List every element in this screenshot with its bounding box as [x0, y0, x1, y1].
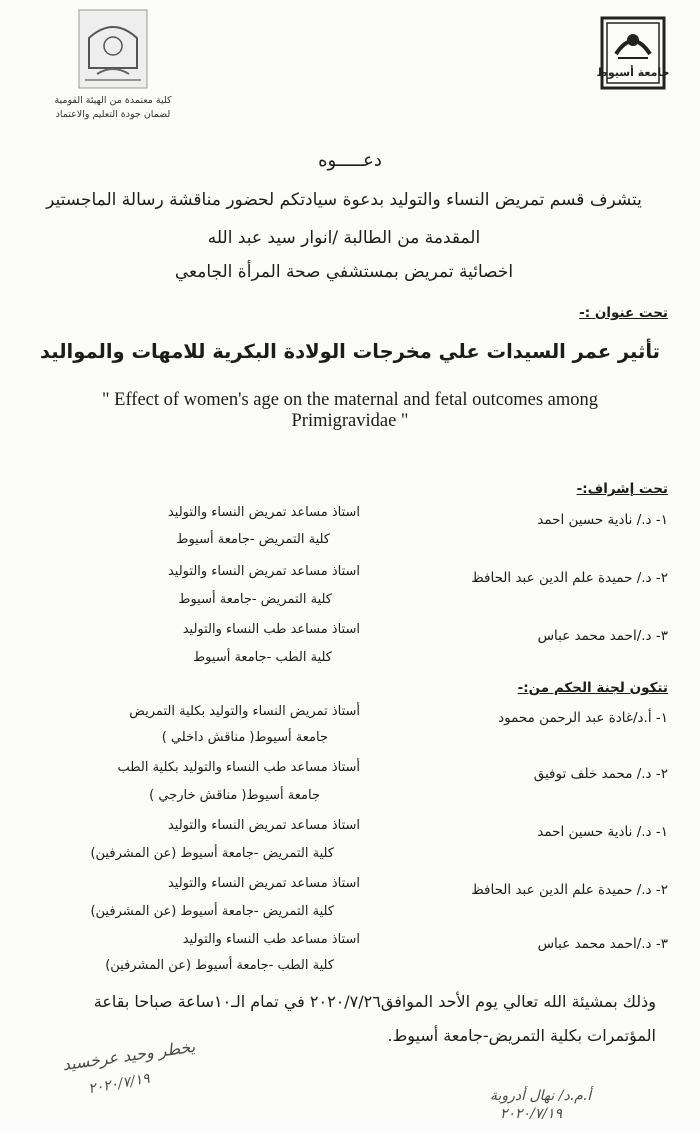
title-label: تحت عنوان :- — [579, 305, 668, 321]
committee-5-name: ٣- د./احمد محمد عباس — [537, 936, 668, 952]
committee-5-role: استاذ مساعد طب النساء والتوليد — [182, 932, 360, 947]
committee-3-affiliation: كلية التمريض -جامعة أسيوط (عن المشرفين) — [90, 846, 334, 861]
arabic-thesis-title: تأثير عمر السيدات علي مخرجات الولادة البكرية للامهات والمواليد — [40, 340, 660, 363]
committee-1-role: أستاذ تمريض النساء والتوليد بكلية التمريض — [129, 704, 360, 719]
logo-text: جامعة أسيوط — [596, 66, 670, 79]
committee-3-role: استاذ مساعد تمريض النساء والتوليد — [167, 818, 360, 833]
supervisor-1-name: ١- د./ نادية حسين احمد — [537, 512, 668, 528]
committee-4-role: استاذ مساعد تمريض النساء والتوليد — [167, 876, 360, 891]
signature-left: يخطر وحيد عرخسيد — [61, 1036, 197, 1075]
english-title-line-1: " Effect of women's age on the maternal and fetal outcomes among — [102, 390, 598, 410]
closing-line-2: المؤتمرات بكلية التمريض-جامعة أسيوط. — [387, 1026, 656, 1045]
committee-2-role: أستاذ مساعد طب النساء والتوليد بكلية الطب — [117, 760, 360, 775]
signature-right: أ.م.د/ نهال أدروبة — [490, 1088, 592, 1104]
closing-line-1: وذلك بمشيئة الله تعالي يوم الأحد الموافق٢٠٢٠/٧/٢٦ في تمام الـ١٠ساعة صباحا بقاعة — [93, 992, 656, 1011]
committee-4-name: ٢- د./ حميدة علم الدين عبد الحافظ — [471, 882, 668, 898]
english-thesis-title — [30, 390, 670, 432]
committee-4-affiliation: كلية التمريض -جامعة أسيوط (عن المشرفين) — [90, 904, 334, 919]
committee-3-name: ١- د./ نادية حسين احمد — [537, 824, 668, 840]
faculty-nursing-logo — [38, 8, 188, 128]
intro-line-2: المقدمة من الطالبة /انوار سيد عبد الله — [207, 228, 481, 248]
english-title-line-2: Primigravidae " — [291, 411, 409, 431]
logo-caption-2: لضمان جودة التعليم والاعتماد — [55, 109, 171, 120]
supervisor-2-affiliation: كلية التمريض -جامعة أسيوط — [178, 592, 332, 607]
committee-1-affiliation: جامعة أسيوط( مناقش داخلي ) — [161, 730, 328, 745]
logo-caption-1: كلية معتمدة من الهيئة القومية — [54, 95, 172, 106]
supervision-label: تحت إشراف:- — [576, 481, 668, 497]
assiut-university-logo — [596, 14, 670, 92]
supervisor-3-role: استاذ مساعد طب النساء والتوليد — [182, 622, 360, 637]
invitation-heading: دعـــــوه — [318, 150, 382, 171]
supervisor-3-name: ٣- د./احمد محمد عباس — [537, 628, 668, 644]
signature-right-date: ٢٠٢٠/٧/١٩ — [500, 1106, 563, 1122]
supervisor-1-affiliation: كلية التمريض -جامعة أسيوط — [176, 532, 330, 547]
supervisor-3-affiliation: كلية الطب -جامعة أسيوط — [193, 650, 332, 665]
supervisor-2-name: ٢- د./ حميدة علم الدين عبد الحافظ — [471, 570, 668, 586]
faculty-emblem-icon — [73, 8, 153, 90]
supervisor-2-role: استاذ مساعد تمريض النساء والتوليد — [167, 564, 360, 579]
intro-line-3: اخصائية تمريض بمستشفي صحة المرأة الجامعي — [174, 262, 514, 282]
committee-2-name: ٢- د./ محمد خلف توفيق — [533, 766, 668, 782]
committee-1-name: ١- أ.د/غادة عبد الرحمن محمود — [498, 710, 668, 726]
signature-left-date: ٢٠٢٠/٧/١٩ — [87, 1070, 151, 1098]
committee-5-affiliation: كلية الطب -جامعة أسيوط (عن المشرفين) — [105, 958, 334, 973]
committee-label: تتكون لجنة الحكم من:- — [517, 680, 668, 696]
committee-2-affiliation: جامعة أسيوط( مناقش خارجي ) — [149, 788, 320, 803]
supervisor-1-role: استاذ مساعد تمريض النساء والتوليد — [167, 505, 360, 520]
intro-line-1: يتشرف قسم تمريض النساء والتوليد بدعوة سيادتكم لحضور مناقشة رسالة الماجستير — [46, 190, 642, 210]
